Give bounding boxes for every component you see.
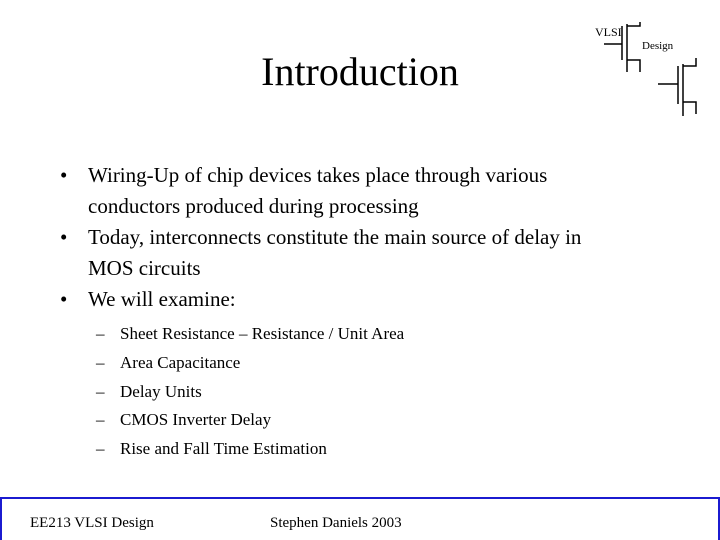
- logo-vlsi-text: VLSI: [595, 25, 622, 39]
- sub-bullet-marker: –: [96, 439, 105, 459]
- slide-title: Introduction: [261, 49, 459, 94]
- sub-bullet-text: Area Capacitance: [120, 352, 241, 372]
- bullet-item: [60, 222, 680, 284]
- sub-bullet-item: [96, 435, 656, 464]
- sub-bullet-marker: –: [96, 381, 105, 401]
- footer-course: EE213 VLSI Design: [30, 515, 154, 531]
- sub-bullet-text: Rise and Fall Time Estimation: [120, 439, 327, 459]
- sub-bullet-text: Sheet Resistance – Resistance / Unit Area: [120, 324, 405, 343]
- bullet-text-line: conductors produced during processing: [88, 194, 419, 218]
- sub-bullet-marker: –: [96, 352, 105, 372]
- bullet-item: [60, 284, 680, 315]
- vlsi-transistor-logo-icon: [600, 20, 700, 120]
- bullet-text-line: We will examine:: [88, 287, 236, 311]
- bullet-text-line: Today, interconnects constitute the main source of delay in: [88, 225, 582, 249]
- bullet-text-line: MOS circuits: [88, 256, 201, 280]
- bullet-marker: •: [60, 163, 68, 187]
- bullet-marker: •: [60, 287, 68, 311]
- bullet-marker: •: [60, 225, 68, 249]
- bullet-list: [60, 160, 680, 315]
- sub-bullet-list: [96, 320, 656, 464]
- sub-bullet-text: Delay Units: [120, 381, 202, 401]
- bullet-text-line: Wiring-Up of chip devices takes place through various: [88, 163, 548, 187]
- sub-bullet-item: [96, 378, 656, 407]
- footer-author: Stephen Daniels 2003: [270, 515, 402, 531]
- sub-bullet-text: CMOS Inverter Delay: [120, 410, 272, 430]
- sub-bullet-item: [96, 349, 656, 378]
- sub-bullet-item: [96, 406, 656, 435]
- sub-bullet-item: [96, 320, 656, 349]
- bullet-item: [60, 160, 680, 222]
- sub-bullet-marker: –: [96, 324, 105, 343]
- sub-bullet-marker: –: [96, 410, 105, 430]
- logo-design-text: Design: [642, 40, 674, 52]
